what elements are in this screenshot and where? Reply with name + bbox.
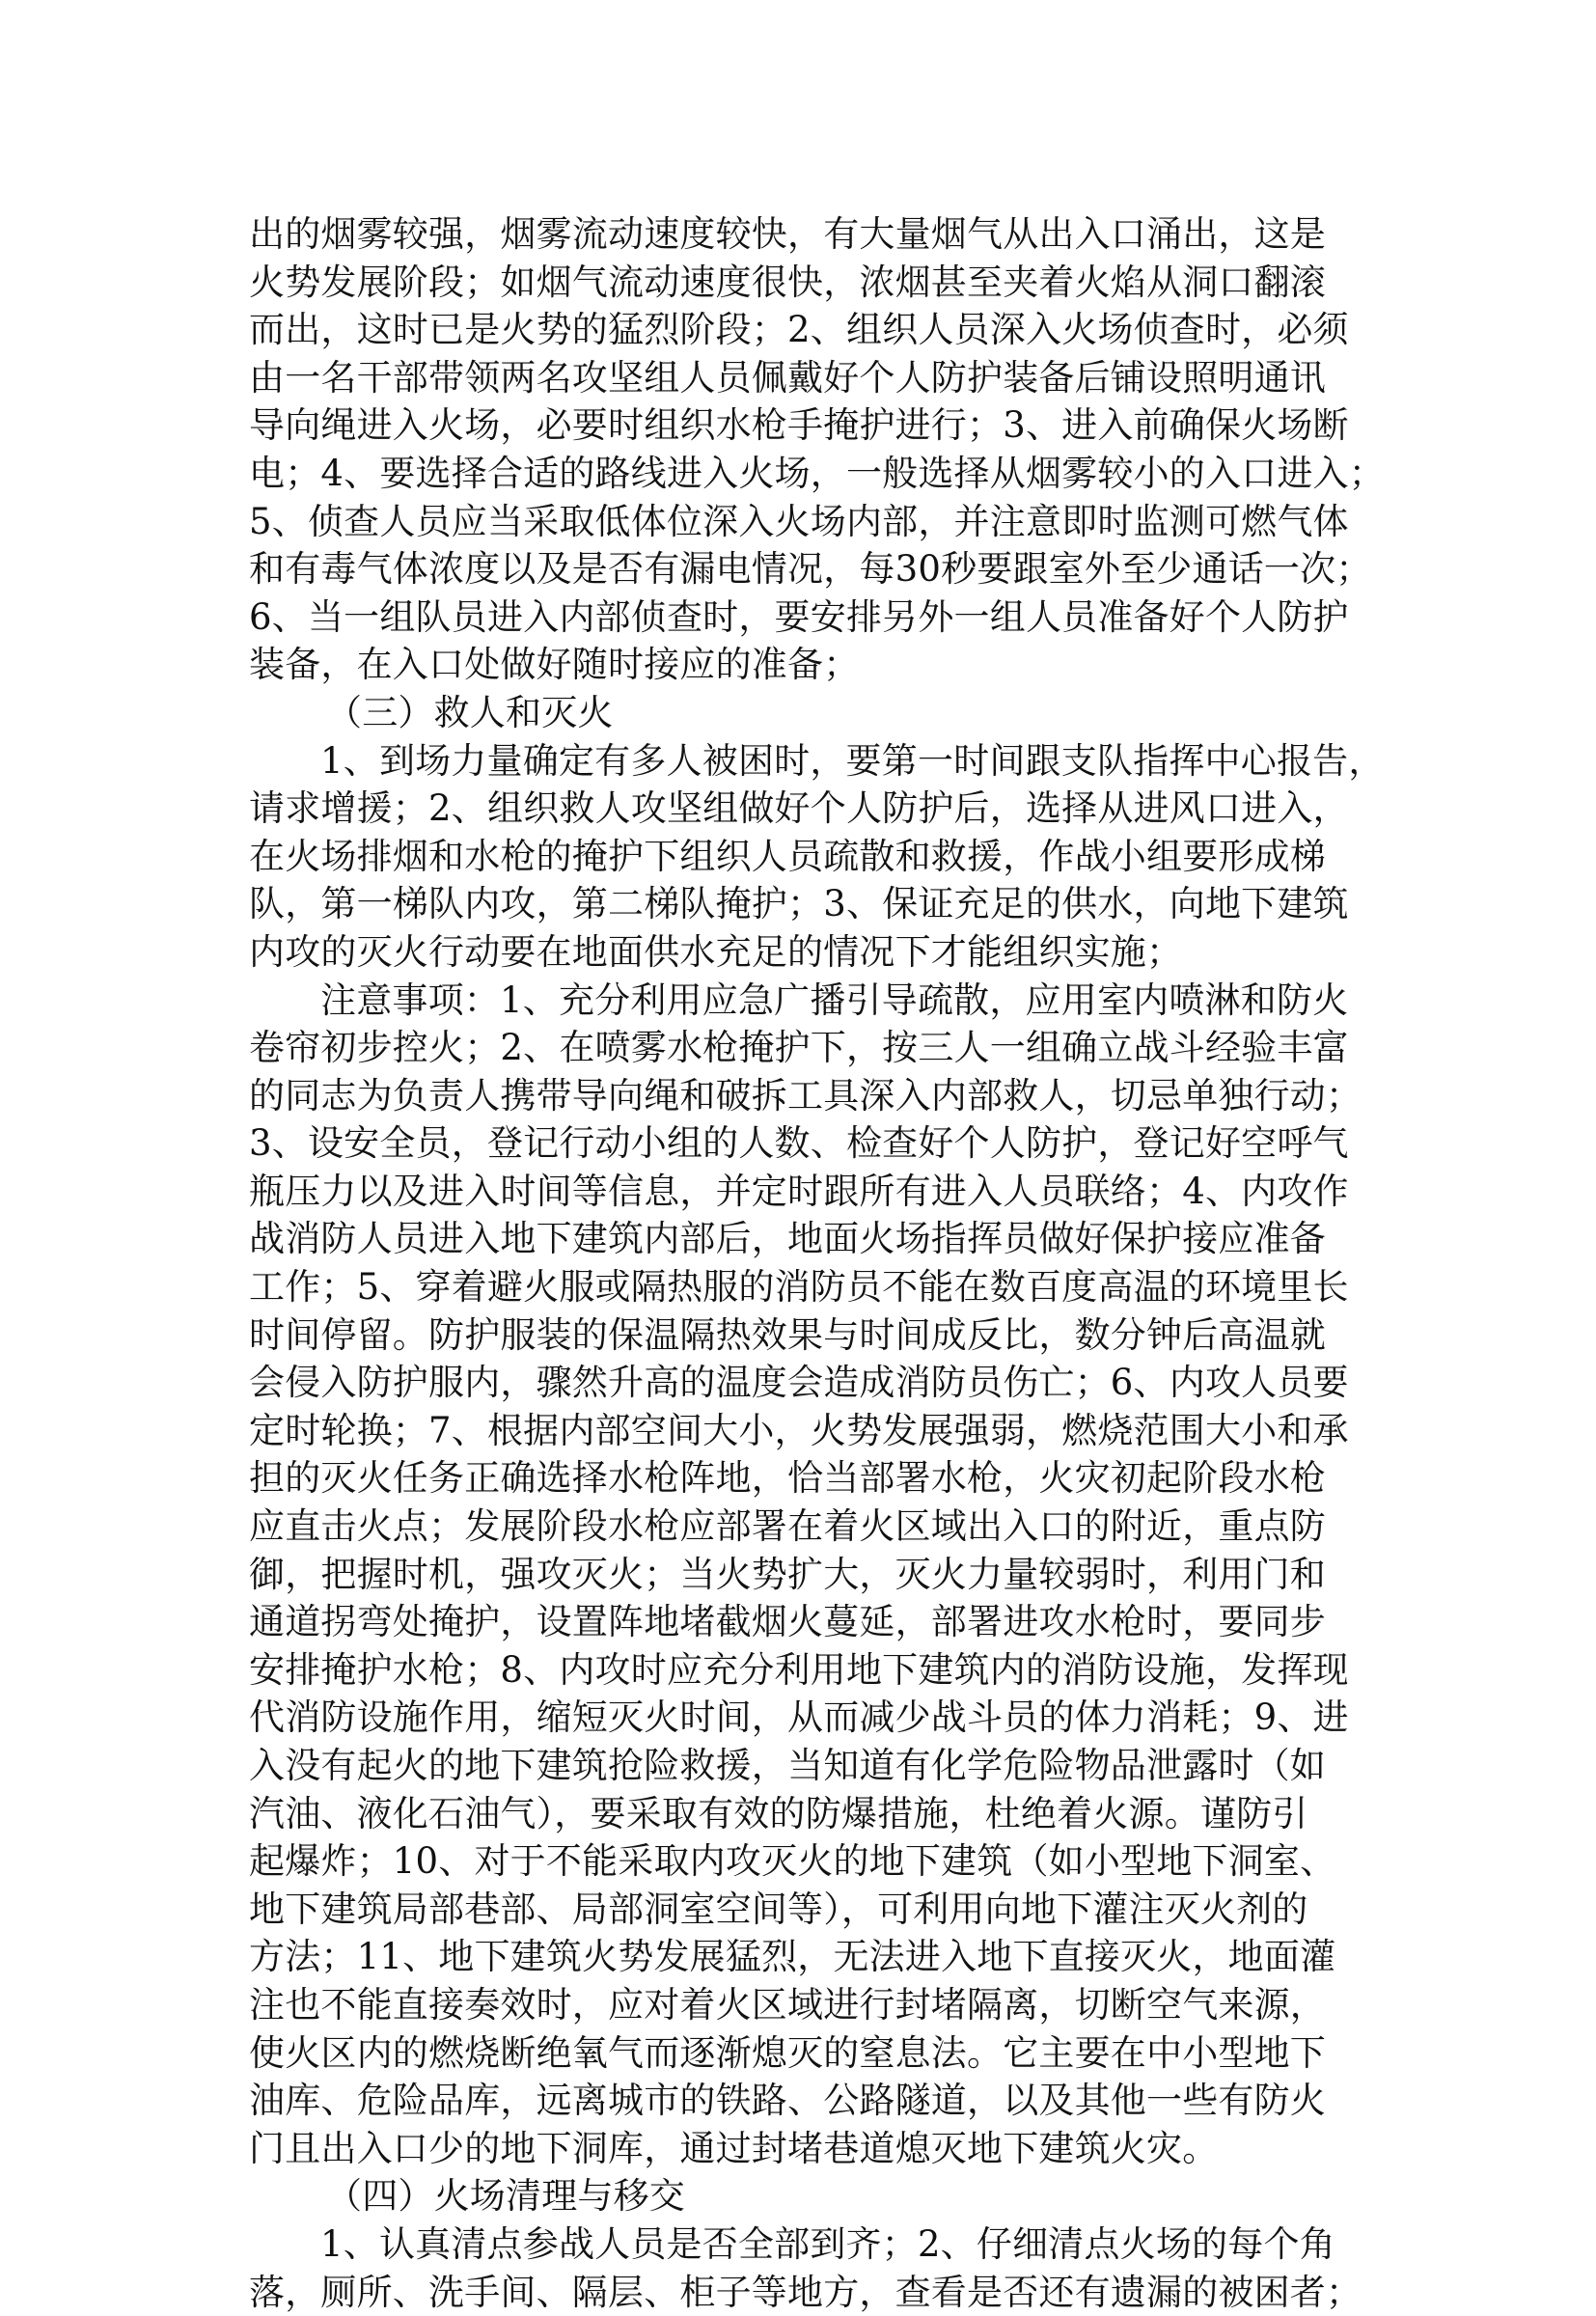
text-line: 战消防人员进入地下建筑内部后，地面火场指挥员做好保护接应准备 <box>249 1218 1326 1260</box>
text-line: 的同志为负责人携带导向绳和破拆工具深入内部救人，切忌单独行动； <box>249 1074 1362 1117</box>
text-line: 汽油、液化石油气），要采取有效的防爆措施，杜绝着火源。谨防引 <box>249 1792 1308 1834</box>
text-line: 卷帘初步控火；2、在喷雾水枪掩护下，按三人一组确立战斗经验丰富 <box>249 1027 1349 1069</box>
text-line: 导向绳进入火场，必要时组织水枪手掩护进行；3、进入前确保火场断 <box>249 404 1349 447</box>
text-line: 瓶压力以及进入时间等信息，并定时跟所有进入人员联络；4、内攻作 <box>249 1170 1349 1212</box>
text-line: 队，第一梯队内攻，第二梯队掩护；3、保证充足的供水，向地下建筑 <box>249 883 1349 925</box>
text-line: 门且出入口少的地下洞库，通过封堵巷道熄灭地下建筑火灾。 <box>249 2127 1219 2169</box>
text-line: 5、侦查人员应当采取低体位深入火场内部，并注意即时监测可燃气体 <box>249 500 1349 542</box>
text-line: 工作；5、穿着避火服或隔热服的消防员不能在数百度高温的环境里长 <box>249 1266 1349 1309</box>
text-line: 通道拐弯处掩护，设置阵地堵截烟火蔓延，部署进攻水枪时，要同步 <box>249 1601 1326 1643</box>
text-line: 代消防设施作用，缩短灭火时间，从而减少战斗员的体力消耗；9、进 <box>249 1696 1349 1739</box>
text-line: 在火场排烟和水枪的掩护下组织人员疏散和救援，作战小组要形成梯 <box>249 835 1326 877</box>
text-line: 由一名干部带领两名攻坚组人员佩戴好个人防护装备后铺设照明通讯 <box>249 356 1326 399</box>
text-line: 注意事项：1、充分利用应急广播引导疏散，应用室内喷淋和防火 <box>320 979 1349 1021</box>
section-heading: （四）火场清理与移交 <box>326 2175 685 2218</box>
text-line: 1、到场力量确定有多人被困时，要第一时间跟支队指挥中心报告， <box>320 739 1385 782</box>
text-line: 和有毒气体浓度以及是否有漏电情况，每30秒要跟室外至少通话一次； <box>249 548 1372 591</box>
text-line: 地下建筑局部巷部、局部洞室空间等），可利用向地下灌注灭火剂的 <box>249 1888 1308 1930</box>
document-page <box>249 210 1388 2316</box>
text-line: 御，把握时机，强攻灭火；当火势扩大，灭火力量较弱时，利用门和 <box>249 1553 1326 1595</box>
text-line: 注也不能直接奏效时，应对着火区域进行封堵隔离，切断空气来源， <box>249 1983 1326 2026</box>
text-line: 装备，在入口处做好随时接应的准备； <box>249 644 860 686</box>
text-line: 应直击火点；发展阶段水枪应部署在着火区域出入口的附近，重点防 <box>249 1505 1326 1548</box>
text-line: 1、认真清点参战人员是否全部到齐；2、仔细清点火场的每个角 <box>320 2222 1335 2265</box>
text-line: 担的灭火任务正确选择水枪阵地，恰当部署水枪，火灾初起阶段水枪 <box>249 1457 1326 1500</box>
text-line: 使火区内的燃烧断绝氧气而逐渐熄灭的窒息法。它主要在中小型地下 <box>249 2031 1326 2074</box>
text-line: 会侵入防护服内，骤然升高的温度会造成消防员伤亡；6、内攻人员要 <box>249 1362 1349 1404</box>
text-line: 时间停留。防护服装的保温隔热效果与时间成反比，数分钟后高温就 <box>249 1313 1326 1356</box>
text-line: 起爆炸；10、对于不能采取内攻灭火的地下建筑（如小型地下洞室、 <box>249 1840 1336 1883</box>
text-line: 而出，这时已是火势的猛烈阶段；2、组织人员深入火场侦查时，必须 <box>249 309 1349 351</box>
text-line: 请求增援；2、组织救人攻坚组做好个人防护后，选择从进风口进入， <box>249 787 1349 830</box>
text-line: 落，厕所、洗手间、隔层、柜子等地方，查看是否还有遗漏的被困者； <box>249 2271 1362 2313</box>
text-line: 入没有起火的地下建筑抢险救援，当知道有化学危险物品泄露时（如 <box>249 1745 1326 1786</box>
text-line: 3、设安全员，登记行动小组的人数、检查好个人防护，登记好空呼气 <box>249 1122 1349 1165</box>
text-line: 安排掩护水枪；8、内攻时应充分利用地下建筑内的消防设施，发挥现 <box>249 1648 1349 1691</box>
text-line: 电；4、要选择合适的路线进入火场，一般选择从烟雾较小的入口进入； <box>249 452 1385 494</box>
text-line: 内攻的灭火行动要在地面供水充足的情况下才能组织实施； <box>249 930 1183 973</box>
text-line: 火势发展阶段；如烟气流动速度很快，浓烟甚至夹着火焰从洞口翻滚 <box>249 261 1326 303</box>
section-heading: （三）救人和灭火 <box>326 691 614 733</box>
text-line: 6、当一组队员进入内部侦查时，要安排另外一组人员准备好个人防护 <box>249 595 1349 638</box>
text-line: 油库、危险品库，远离城市的铁路、公路隧道，以及其他一些有防火 <box>249 2080 1326 2122</box>
text-line: 方法；11、地下建筑火势发展猛烈，无法进入地下直接灭火，地面灌 <box>249 1936 1336 1978</box>
text-line: 出的烟雾较强，烟雾流动速度较快，有大量烟气从出入口涌出，这是 <box>249 213 1326 255</box>
text-line: 定时轮换；7、根据内部空间大小，火势发展强弱，燃烧范围大小和承 <box>249 1409 1349 1451</box>
